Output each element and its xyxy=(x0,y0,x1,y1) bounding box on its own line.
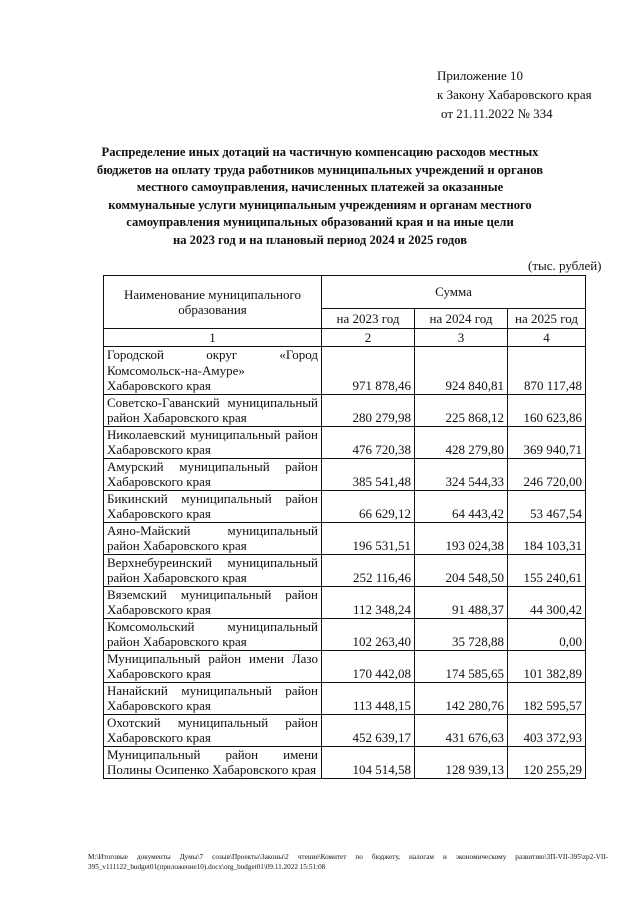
table-row xyxy=(104,650,586,682)
column-number: 1 xyxy=(104,329,322,347)
column-number: 2 xyxy=(322,329,415,347)
table-row xyxy=(104,458,586,490)
table-body xyxy=(104,347,586,779)
municipality-name: Городской округ «Город Комсомольск-на-Амуре» Хабаровского края xyxy=(104,347,322,395)
value-2025: 870 117,48 xyxy=(508,347,586,395)
value-2023: 280 279,98 xyxy=(322,394,415,426)
value-2024: 204 548,50 xyxy=(415,554,508,586)
value-2023: 112 348,24 xyxy=(322,586,415,618)
value-2023: 102 263,40 xyxy=(322,618,415,650)
municipality-name: Муниципальный район имени Полины Осипенко Хабаровского края xyxy=(104,746,322,778)
file-path-footer: М:\Итоговые документы Думы\7 созыв\Проекты\Законы\2 чтение\Комитет по бюджету, налогам и экономическому развитию\3П-VII-395\zp2-VII-395_v111122_budget01(приложение10).docx\org_budget01\09.11.2022 15:51:08 xyxy=(88,853,608,871)
municipality-name: Николаевский муниципальный район Хабаровского края xyxy=(104,426,322,458)
table-row xyxy=(104,394,586,426)
table-row xyxy=(104,618,586,650)
table-row xyxy=(104,714,586,746)
title-line: местного самоуправления, начисленных платежей за оказанные xyxy=(136,180,504,195)
value-2024: 431 676,63 xyxy=(415,714,508,746)
value-2024: 35 728,88 xyxy=(415,618,508,650)
value-2023: 66 629,12 xyxy=(322,490,415,522)
value-2023: 452 639,17 xyxy=(322,714,415,746)
value-2023: 104 514,58 xyxy=(322,746,415,778)
title-line: бюджетов на оплату труда работников муниципальных учреждений и органов xyxy=(96,162,544,177)
table-row xyxy=(104,554,586,586)
value-2024: 225 868,12 xyxy=(415,394,508,426)
municipality-name: Муниципальный район имени Лазо Хабаровского края xyxy=(104,650,322,682)
header-municipality: Наименование муниципального образования xyxy=(104,276,322,329)
value-2024: 64 443,42 xyxy=(415,490,508,522)
municipality-name: Охотский муниципальный район Хабаровского края xyxy=(104,714,322,746)
municipality-name: Бикинский муниципальный район Хабаровского края xyxy=(104,490,322,522)
distribution-table xyxy=(103,275,586,779)
municipality-name: Вяземский муниципальный район Хабаровского края xyxy=(104,586,322,618)
value-2023: 170 442,08 xyxy=(322,650,415,682)
value-2025: 155 240,61 xyxy=(508,554,586,586)
value-2025: 369 940,71 xyxy=(508,426,586,458)
header-sum: Сумма xyxy=(322,276,586,309)
municipality-name: Аяно-Майский муниципальный район Хабаровского края xyxy=(104,522,322,554)
title-line: коммунальные услуги муниципальным учреждениям и органам местного xyxy=(108,197,532,212)
value-2023: 252 116,46 xyxy=(322,554,415,586)
value-2025: 0,00 xyxy=(508,618,586,650)
table-row xyxy=(104,746,586,778)
header-year-2024: на 2024 год xyxy=(415,308,508,328)
value-2025: 101 382,89 xyxy=(508,650,586,682)
value-2023: 476 720,38 xyxy=(322,426,415,458)
value-2023: 385 541,48 xyxy=(322,458,415,490)
appendix-law-date: от 21.11.2022 № 334 xyxy=(441,106,553,121)
value-2025: 184 103,31 xyxy=(508,522,586,554)
appendix-law-reference: к Закону Хабаровского края xyxy=(437,87,592,102)
header-year-2025: на 2025 год xyxy=(508,308,586,328)
value-2024: 174 585,65 xyxy=(415,650,508,682)
value-2024: 428 279,80 xyxy=(415,426,508,458)
municipality-name: Верхнебуреинский муниципальный район Хабаровского края xyxy=(104,554,322,586)
units-label: (тыс. рублей) xyxy=(528,258,602,273)
value-2023: 113 448,15 xyxy=(322,682,415,714)
value-2024: 324 544,33 xyxy=(415,458,508,490)
value-2024: 128 939,13 xyxy=(415,746,508,778)
title-line: самоуправления муниципальных образований края и на иные цели xyxy=(126,215,514,230)
value-2024: 91 488,37 xyxy=(415,586,508,618)
value-2025: 53 467,54 xyxy=(508,490,586,522)
value-2023: 971 878,46 xyxy=(322,347,415,395)
title-line: Распределение иных дотаций на частичную компенсацию расходов местных xyxy=(101,145,539,159)
column-number: 3 xyxy=(415,329,508,347)
table-row xyxy=(104,522,586,554)
column-number: 4 xyxy=(508,329,586,347)
value-2024: 142 280,76 xyxy=(415,682,508,714)
municipality-name: Нанайский муниципальный район Хабаровского края xyxy=(104,682,322,714)
table-row xyxy=(104,490,586,522)
table-row xyxy=(104,347,586,395)
value-2025: 44 300,42 xyxy=(508,586,586,618)
table-row xyxy=(104,586,586,618)
value-2025: 160 623,86 xyxy=(508,394,586,426)
value-2024: 924 840,81 xyxy=(415,347,508,395)
table-row xyxy=(104,682,586,714)
value-2025: 246 720,00 xyxy=(508,458,586,490)
municipality-name: Советско-Гаванский муниципальный район Хабаровского края xyxy=(104,394,322,426)
value-2023: 196 531,51 xyxy=(322,522,415,554)
header-year-2023: на 2023 год xyxy=(322,308,415,328)
title-line: на 2023 год и на плановый период 2024 и 2025 годов xyxy=(172,232,468,247)
value-2024: 193 024,38 xyxy=(415,522,508,554)
value-2025: 182 595,57 xyxy=(508,682,586,714)
appendix-number: Приложение 10 xyxy=(437,68,524,83)
document-title xyxy=(80,144,560,250)
value-2025: 120 255,29 xyxy=(508,746,586,778)
table-row xyxy=(104,426,586,458)
municipality-name: Амурский муниципальный район Хабаровского края xyxy=(104,458,322,490)
appendix-header xyxy=(437,66,592,123)
municipality-name: Комсомольский муниципальный район Хабаровского края xyxy=(104,618,322,650)
value-2025: 403 372,93 xyxy=(508,714,586,746)
